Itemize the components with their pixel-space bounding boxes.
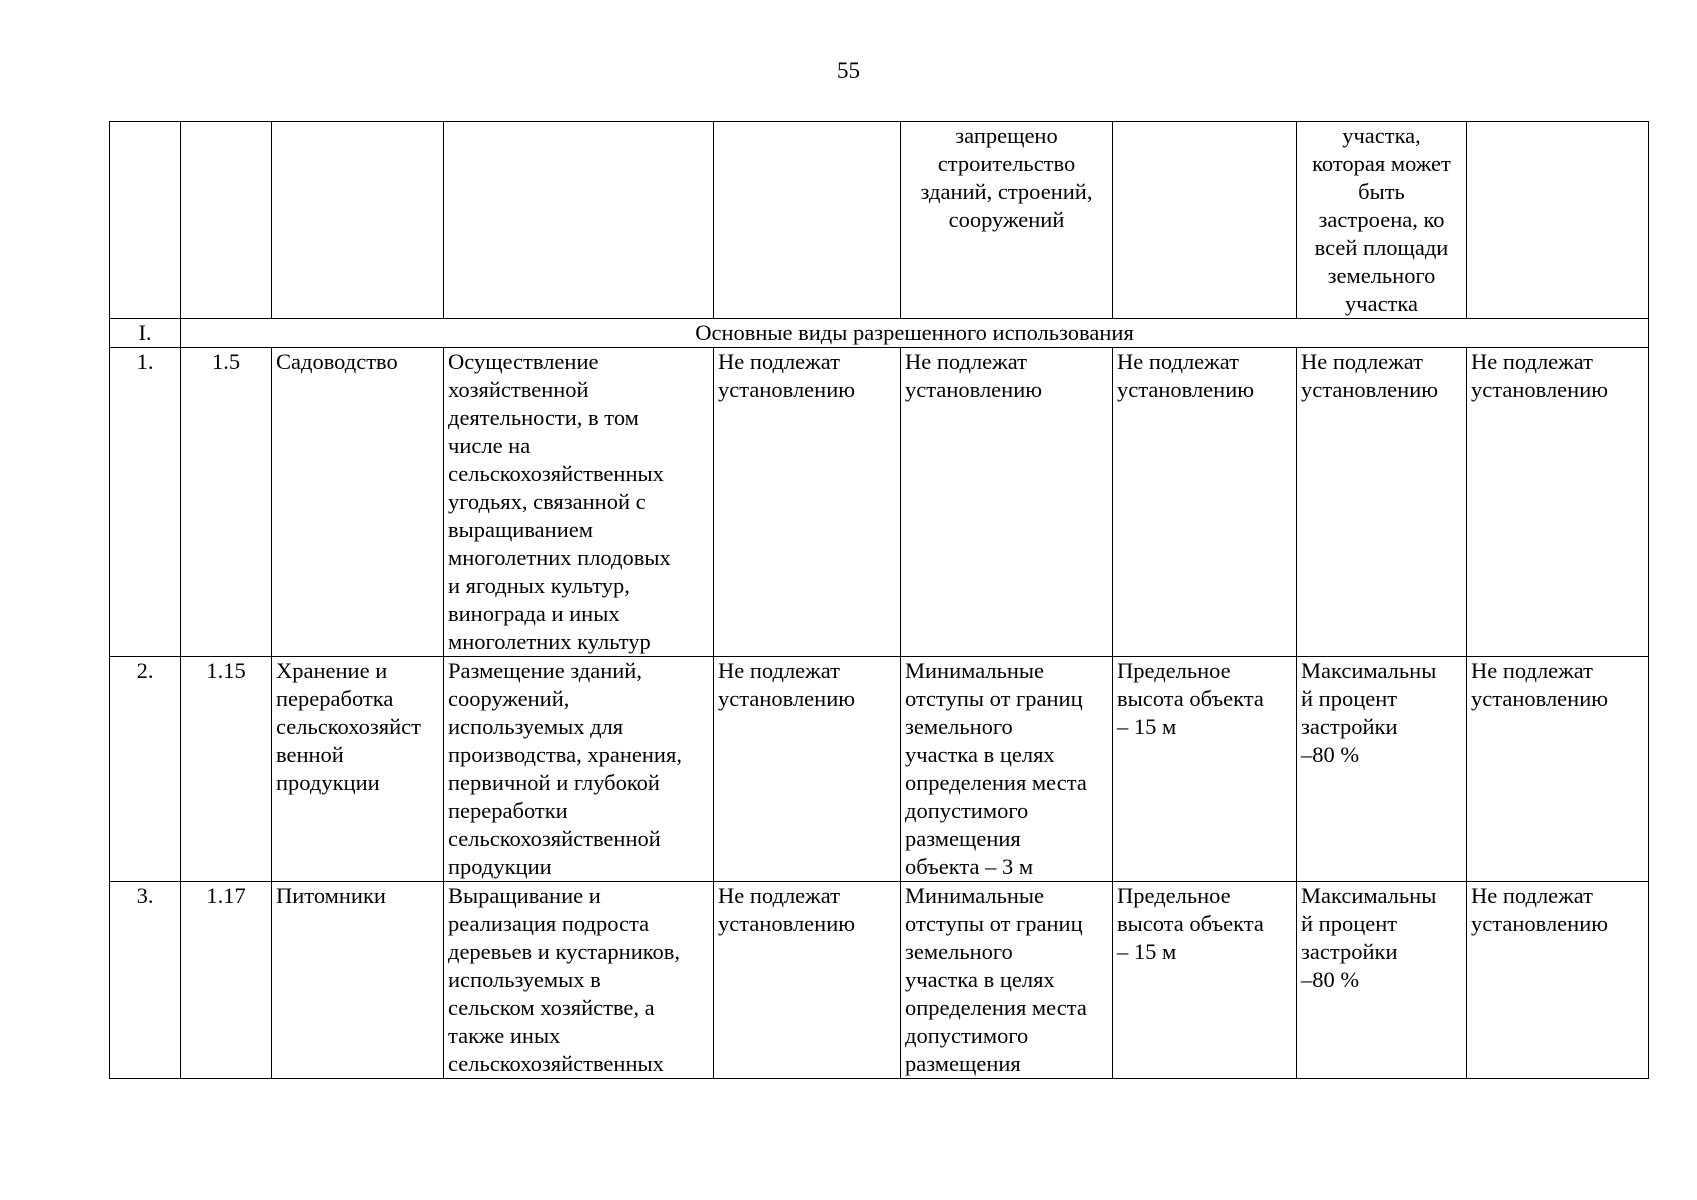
row-col6: Минимальные отступы от границ земельного участка в целях определения места допустимого размещения	[901, 882, 1113, 1079]
row-col7: Предельное высота объекта – 15 м	[1113, 657, 1297, 882]
row-description: Осуществление хозяйственной деятельности, в том числе на сельскохозяйственных угодьях, связанной с выращиванием многолетних плодовых и ягодных культур, винограда и иных многолетних культур	[444, 348, 714, 657]
row-col8: Максимальны й процент застройки –80 %	[1297, 657, 1467, 882]
row-name: Садоводство	[272, 348, 444, 657]
row-number: 1.	[110, 348, 181, 657]
row-col9: Не подлежат установлению	[1467, 882, 1649, 1079]
row-description: Выращивание и реализация подроста деревьев и кустарников, используемых в сельском хозяйстве, а также иных сельскохозяйственных	[444, 882, 714, 1079]
page-number: 55	[837, 58, 860, 83]
row-col5: Не подлежат установлению	[714, 882, 901, 1079]
cell-empty	[110, 122, 181, 319]
row-col9: Не подлежат установлению	[1467, 657, 1649, 882]
row-col5: Не подлежат установлению	[714, 657, 901, 882]
row-col8: Максимальны й процент застройки –80 %	[1297, 882, 1467, 1079]
cell-empty	[1467, 122, 1649, 319]
table-row	[110, 657, 1649, 882]
cell-empty	[1113, 122, 1297, 319]
land-use-regulations-table	[109, 121, 1649, 1079]
row-name: Хранение и переработка сельскохозяйст венной продукции	[272, 657, 444, 882]
section-title: Основные виды разрешенного использования	[181, 319, 1649, 348]
row-number: 2.	[110, 657, 181, 882]
row-col9: Не подлежат установлению	[1467, 348, 1649, 657]
row-code: 1.17	[181, 882, 272, 1079]
row-col5: Не подлежат установлению	[714, 348, 901, 657]
row-name: Питомники	[272, 882, 444, 1079]
row-code: 1.15	[181, 657, 272, 882]
table-row	[110, 882, 1649, 1079]
cell-continuation-col6: запрещено строительство зданий, строений, сооружений	[901, 122, 1113, 319]
row-col7: Не подлежат установлению	[1113, 348, 1297, 657]
cell-empty	[181, 122, 272, 319]
cell-empty	[444, 122, 714, 319]
row-col6: Не подлежат установлению	[901, 348, 1113, 657]
row-col6: Минимальные отступы от границ земельного участка в целях определения места допустимого размещения объекта – 3 м	[901, 657, 1113, 882]
cell-empty	[714, 122, 901, 319]
row-description: Размещение зданий, сооружений, используемых для производства, хранения, первичной и глубокой переработки сельскохозяйственной продукции	[444, 657, 714, 882]
cell-empty	[272, 122, 444, 319]
row-number: 3.	[110, 882, 181, 1079]
cell-continuation-col8: участка, которая может быть застроена, ко всей площади земельного участка	[1297, 122, 1467, 319]
row-col8: Не подлежат установлению	[1297, 348, 1467, 657]
table-row-section	[110, 319, 1649, 348]
table-row-continuation	[110, 122, 1649, 319]
row-col7: Предельное высота объекта – 15 м	[1113, 882, 1297, 1079]
row-code: 1.5	[181, 348, 272, 657]
table-row	[110, 348, 1649, 657]
section-number: I.	[110, 319, 181, 348]
